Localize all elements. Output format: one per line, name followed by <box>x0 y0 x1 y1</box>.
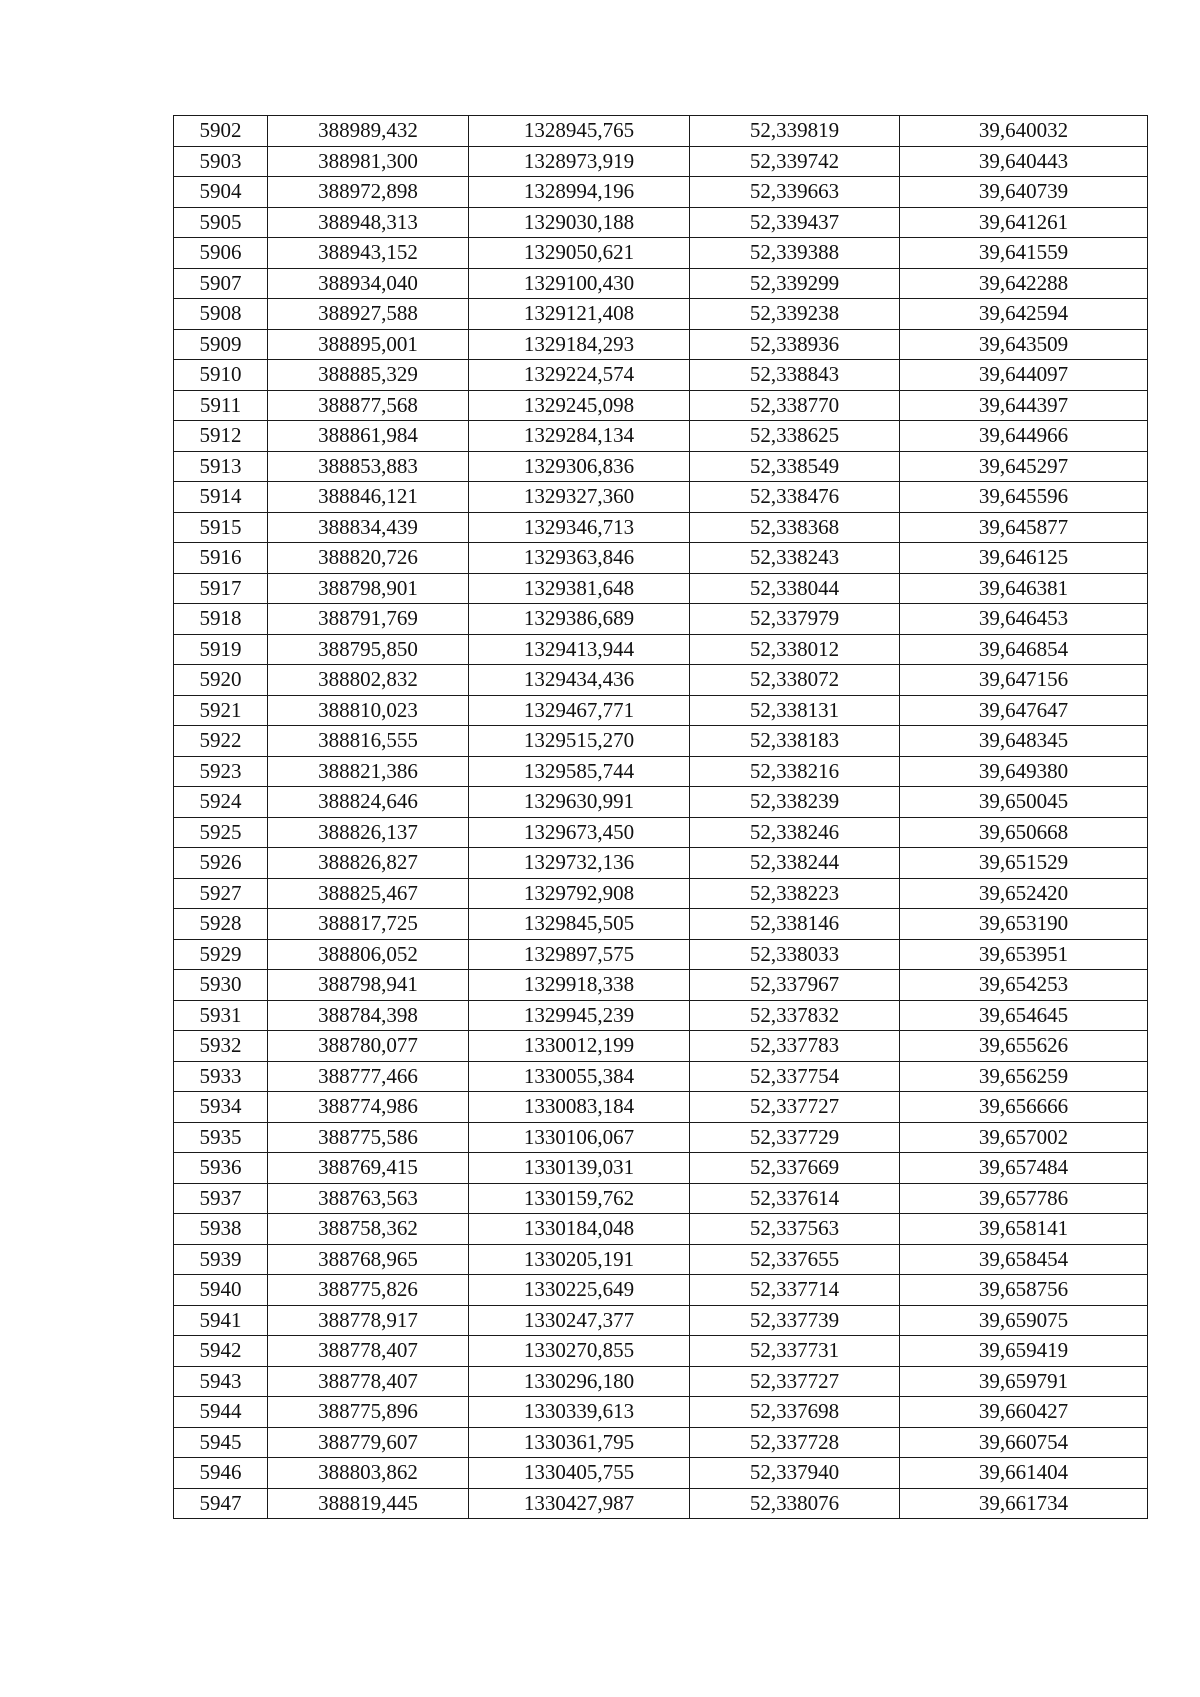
coordinate-y-cell: 1329434,436 <box>469 665 690 696</box>
longitude-cell: 39,653951 <box>900 939 1148 970</box>
table-row <box>174 909 1148 940</box>
coordinate-x-cell: 388798,901 <box>268 573 469 604</box>
latitude-cell: 52,338216 <box>690 756 900 787</box>
table-row <box>174 1458 1148 1489</box>
coordinate-y-cell: 1329100,430 <box>469 268 690 299</box>
latitude-cell: 52,338243 <box>690 543 900 574</box>
longitude-cell: 39,656259 <box>900 1061 1148 1092</box>
latitude-cell: 52,337727 <box>690 1366 900 1397</box>
coordinate-y-cell: 1329346,713 <box>469 512 690 543</box>
point-number-cell: 5927 <box>174 878 268 909</box>
coordinate-x-cell: 388821,386 <box>268 756 469 787</box>
point-number-cell: 5903 <box>174 146 268 177</box>
coordinate-x-cell: 388777,466 <box>268 1061 469 1092</box>
latitude-cell: 52,337669 <box>690 1153 900 1184</box>
longitude-cell: 39,657002 <box>900 1122 1148 1153</box>
table-row <box>174 1427 1148 1458</box>
coordinate-x-cell: 388826,137 <box>268 817 469 848</box>
table-row <box>174 1153 1148 1184</box>
point-number-cell: 5921 <box>174 695 268 726</box>
latitude-cell: 52,338183 <box>690 726 900 757</box>
latitude-cell: 52,338843 <box>690 360 900 391</box>
coordinate-y-cell: 1330247,377 <box>469 1305 690 1336</box>
latitude-cell: 52,338044 <box>690 573 900 604</box>
point-number-cell: 5928 <box>174 909 268 940</box>
coordinate-x-cell: 388934,040 <box>268 268 469 299</box>
latitude-cell: 52,338239 <box>690 787 900 818</box>
coordinate-x-cell: 388803,862 <box>268 1458 469 1489</box>
latitude-cell: 52,338936 <box>690 329 900 360</box>
coordinate-y-cell: 1329845,505 <box>469 909 690 940</box>
latitude-cell: 52,337731 <box>690 1336 900 1367</box>
latitude-cell: 52,337563 <box>690 1214 900 1245</box>
longitude-cell: 39,644397 <box>900 390 1148 421</box>
longitude-cell: 39,658141 <box>900 1214 1148 1245</box>
point-number-cell: 5912 <box>174 421 268 452</box>
table-row <box>174 299 1148 330</box>
longitude-cell: 39,654645 <box>900 1000 1148 1031</box>
longitude-cell: 39,640739 <box>900 177 1148 208</box>
table-row <box>174 543 1148 574</box>
table-row <box>174 1488 1148 1519</box>
latitude-cell: 52,339299 <box>690 268 900 299</box>
latitude-cell: 52,337967 <box>690 970 900 1001</box>
coordinate-y-cell: 1329184,293 <box>469 329 690 360</box>
point-number-cell: 5934 <box>174 1092 268 1123</box>
coordinate-y-cell: 1329030,188 <box>469 207 690 238</box>
longitude-cell: 39,640443 <box>900 146 1148 177</box>
point-number-cell: 5918 <box>174 604 268 635</box>
coordinate-x-cell: 388775,826 <box>268 1275 469 1306</box>
latitude-cell: 52,338246 <box>690 817 900 848</box>
latitude-cell: 52,338012 <box>690 634 900 665</box>
latitude-cell: 52,337655 <box>690 1244 900 1275</box>
coordinate-x-cell: 388948,313 <box>268 207 469 238</box>
point-number-cell: 5906 <box>174 238 268 269</box>
coordinate-x-cell: 388769,415 <box>268 1153 469 1184</box>
point-number-cell: 5939 <box>174 1244 268 1275</box>
table-row <box>174 634 1148 665</box>
coordinate-x-cell: 388846,121 <box>268 482 469 513</box>
coordinate-y-cell: 1329673,450 <box>469 817 690 848</box>
longitude-cell: 39,658756 <box>900 1275 1148 1306</box>
table-row <box>174 1244 1148 1275</box>
point-number-cell: 5937 <box>174 1183 268 1214</box>
table-row <box>174 1275 1148 1306</box>
longitude-cell: 39,648345 <box>900 726 1148 757</box>
latitude-cell: 52,337739 <box>690 1305 900 1336</box>
latitude-cell: 52,337728 <box>690 1427 900 1458</box>
point-number-cell: 5909 <box>174 329 268 360</box>
point-number-cell: 5947 <box>174 1488 268 1519</box>
point-number-cell: 5924 <box>174 787 268 818</box>
latitude-cell: 52,338076 <box>690 1488 900 1519</box>
latitude-cell: 52,338476 <box>690 482 900 513</box>
longitude-cell: 39,650045 <box>900 787 1148 818</box>
longitude-cell: 39,645297 <box>900 451 1148 482</box>
coordinate-y-cell: 1330296,180 <box>469 1366 690 1397</box>
point-number-cell: 5922 <box>174 726 268 757</box>
coordinate-y-cell: 1329467,771 <box>469 695 690 726</box>
coordinate-y-cell: 1329945,239 <box>469 1000 690 1031</box>
coordinate-y-cell: 1329121,408 <box>469 299 690 330</box>
table-row <box>174 939 1148 970</box>
coordinates-table <box>173 115 1148 1519</box>
coordinate-x-cell: 388810,023 <box>268 695 469 726</box>
coordinate-y-cell: 1330205,191 <box>469 1244 690 1275</box>
point-number-cell: 5946 <box>174 1458 268 1489</box>
longitude-cell: 39,647156 <box>900 665 1148 696</box>
longitude-cell: 39,660754 <box>900 1427 1148 1458</box>
longitude-cell: 39,646453 <box>900 604 1148 635</box>
coordinate-x-cell: 388825,467 <box>268 878 469 909</box>
coordinate-y-cell: 1329897,575 <box>469 939 690 970</box>
table-row <box>174 756 1148 787</box>
point-number-cell: 5938 <box>174 1214 268 1245</box>
coordinate-x-cell: 388817,725 <box>268 909 469 940</box>
coordinate-x-cell: 388778,407 <box>268 1336 469 1367</box>
coordinate-y-cell: 1329327,360 <box>469 482 690 513</box>
coordinate-y-cell: 1330159,762 <box>469 1183 690 1214</box>
coordinate-y-cell: 1330139,031 <box>469 1153 690 1184</box>
longitude-cell: 39,642594 <box>900 299 1148 330</box>
latitude-cell: 52,338549 <box>690 451 900 482</box>
coordinate-y-cell: 1329585,744 <box>469 756 690 787</box>
longitude-cell: 39,654253 <box>900 970 1148 1001</box>
coordinate-x-cell: 388768,965 <box>268 1244 469 1275</box>
coordinate-x-cell: 388774,986 <box>268 1092 469 1123</box>
table-row <box>174 116 1148 147</box>
table-row <box>174 390 1148 421</box>
coordinate-x-cell: 388795,850 <box>268 634 469 665</box>
longitude-cell: 39,658454 <box>900 1244 1148 1275</box>
coordinate-y-cell: 1329386,689 <box>469 604 690 635</box>
table-row <box>174 848 1148 879</box>
coordinate-y-cell: 1329792,908 <box>469 878 690 909</box>
point-number-cell: 5933 <box>174 1061 268 1092</box>
latitude-cell: 52,339388 <box>690 238 900 269</box>
coordinate-x-cell: 388834,439 <box>268 512 469 543</box>
coordinate-x-cell: 388895,001 <box>268 329 469 360</box>
longitude-cell: 39,661404 <box>900 1458 1148 1489</box>
table-row <box>174 1397 1148 1428</box>
point-number-cell: 5935 <box>174 1122 268 1153</box>
coordinate-x-cell: 388927,588 <box>268 299 469 330</box>
coordinate-y-cell: 1330055,384 <box>469 1061 690 1092</box>
table-row <box>174 268 1148 299</box>
longitude-cell: 39,650668 <box>900 817 1148 848</box>
longitude-cell: 39,649380 <box>900 756 1148 787</box>
table-row <box>174 451 1148 482</box>
longitude-cell: 39,659791 <box>900 1366 1148 1397</box>
longitude-cell: 39,659075 <box>900 1305 1148 1336</box>
coordinate-y-cell: 1329381,648 <box>469 573 690 604</box>
point-number-cell: 5926 <box>174 848 268 879</box>
table-row <box>174 1183 1148 1214</box>
longitude-cell: 39,646381 <box>900 573 1148 604</box>
point-number-cell: 5908 <box>174 299 268 330</box>
coordinate-x-cell: 388775,586 <box>268 1122 469 1153</box>
coordinates-table-body <box>174 116 1148 1519</box>
coordinate-x-cell: 388758,362 <box>268 1214 469 1245</box>
point-number-cell: 5945 <box>174 1427 268 1458</box>
latitude-cell: 52,339663 <box>690 177 900 208</box>
coordinate-y-cell: 1329918,338 <box>469 970 690 1001</box>
latitude-cell: 52,338131 <box>690 695 900 726</box>
table-row <box>174 482 1148 513</box>
coordinate-y-cell: 1330083,184 <box>469 1092 690 1123</box>
longitude-cell: 39,661734 <box>900 1488 1148 1519</box>
latitude-cell: 52,337832 <box>690 1000 900 1031</box>
longitude-cell: 39,660427 <box>900 1397 1148 1428</box>
point-number-cell: 5925 <box>174 817 268 848</box>
latitude-cell: 52,339238 <box>690 299 900 330</box>
longitude-cell: 39,656666 <box>900 1092 1148 1123</box>
point-number-cell: 5919 <box>174 634 268 665</box>
coordinate-x-cell: 388861,984 <box>268 421 469 452</box>
latitude-cell: 52,337729 <box>690 1122 900 1153</box>
table-row <box>174 817 1148 848</box>
point-number-cell: 5905 <box>174 207 268 238</box>
latitude-cell: 52,339742 <box>690 146 900 177</box>
point-number-cell: 5910 <box>174 360 268 391</box>
longitude-cell: 39,647647 <box>900 695 1148 726</box>
coordinate-x-cell: 388826,827 <box>268 848 469 879</box>
table-row <box>174 421 1148 452</box>
latitude-cell: 52,338146 <box>690 909 900 940</box>
table-row <box>174 787 1148 818</box>
latitude-cell: 52,338770 <box>690 390 900 421</box>
coordinate-x-cell: 388806,052 <box>268 939 469 970</box>
table-row <box>174 878 1148 909</box>
coordinate-y-cell: 1330361,795 <box>469 1427 690 1458</box>
latitude-cell: 52,339819 <box>690 116 900 147</box>
point-number-cell: 5930 <box>174 970 268 1001</box>
latitude-cell: 52,338033 <box>690 939 900 970</box>
latitude-cell: 52,337614 <box>690 1183 900 1214</box>
coordinate-y-cell: 1328945,765 <box>469 116 690 147</box>
coordinate-y-cell: 1330427,987 <box>469 1488 690 1519</box>
coordinate-x-cell: 388779,607 <box>268 1427 469 1458</box>
coordinate-x-cell: 388778,407 <box>268 1366 469 1397</box>
coordinate-y-cell: 1330012,199 <box>469 1031 690 1062</box>
table-row <box>174 177 1148 208</box>
coordinate-x-cell: 388791,769 <box>268 604 469 635</box>
coordinate-x-cell: 388798,941 <box>268 970 469 1001</box>
table-row <box>174 1000 1148 1031</box>
longitude-cell: 39,643509 <box>900 329 1148 360</box>
table-row <box>174 512 1148 543</box>
table-row <box>174 970 1148 1001</box>
longitude-cell: 39,641559 <box>900 238 1148 269</box>
coordinate-y-cell: 1330225,649 <box>469 1275 690 1306</box>
coordinate-y-cell: 1330106,067 <box>469 1122 690 1153</box>
latitude-cell: 52,337940 <box>690 1458 900 1489</box>
table-row <box>174 207 1148 238</box>
table-row <box>174 604 1148 635</box>
coordinate-y-cell: 1330184,048 <box>469 1214 690 1245</box>
point-number-cell: 5941 <box>174 1305 268 1336</box>
longitude-cell: 39,644966 <box>900 421 1148 452</box>
latitude-cell: 52,337698 <box>690 1397 900 1428</box>
coordinate-x-cell: 388775,896 <box>268 1397 469 1428</box>
latitude-cell: 52,337783 <box>690 1031 900 1062</box>
table-row <box>174 573 1148 604</box>
coordinate-y-cell: 1329732,136 <box>469 848 690 879</box>
latitude-cell: 52,337714 <box>690 1275 900 1306</box>
coordinate-y-cell: 1329050,621 <box>469 238 690 269</box>
point-number-cell: 5920 <box>174 665 268 696</box>
point-number-cell: 5942 <box>174 1336 268 1367</box>
coordinate-x-cell: 388981,300 <box>268 146 469 177</box>
table-row <box>174 1336 1148 1367</box>
longitude-cell: 39,646125 <box>900 543 1148 574</box>
point-number-cell: 5914 <box>174 482 268 513</box>
longitude-cell: 39,641261 <box>900 207 1148 238</box>
table-row <box>174 1122 1148 1153</box>
point-number-cell: 5923 <box>174 756 268 787</box>
coordinate-y-cell: 1329413,944 <box>469 634 690 665</box>
latitude-cell: 52,338072 <box>690 665 900 696</box>
coordinate-x-cell: 388778,917 <box>268 1305 469 1336</box>
point-number-cell: 5929 <box>174 939 268 970</box>
coordinate-y-cell: 1328994,196 <box>469 177 690 208</box>
table-row <box>174 146 1148 177</box>
point-number-cell: 5917 <box>174 573 268 604</box>
longitude-cell: 39,657484 <box>900 1153 1148 1184</box>
point-number-cell: 5913 <box>174 451 268 482</box>
point-number-cell: 5915 <box>174 512 268 543</box>
coordinate-x-cell: 388780,077 <box>268 1031 469 1062</box>
coordinate-y-cell: 1329363,846 <box>469 543 690 574</box>
longitude-cell: 39,642288 <box>900 268 1148 299</box>
coordinate-x-cell: 388972,898 <box>268 177 469 208</box>
coordinate-x-cell: 388819,445 <box>268 1488 469 1519</box>
table-row <box>174 695 1148 726</box>
latitude-cell: 52,337754 <box>690 1061 900 1092</box>
table-row <box>174 1366 1148 1397</box>
longitude-cell: 39,652420 <box>900 878 1148 909</box>
latitude-cell: 52,338244 <box>690 848 900 879</box>
point-number-cell: 5907 <box>174 268 268 299</box>
table-row <box>174 329 1148 360</box>
coordinate-x-cell: 388820,726 <box>268 543 469 574</box>
longitude-cell: 39,645596 <box>900 482 1148 513</box>
point-number-cell: 5932 <box>174 1031 268 1062</box>
point-number-cell: 5936 <box>174 1153 268 1184</box>
coordinate-y-cell: 1329515,270 <box>469 726 690 757</box>
latitude-cell: 52,338368 <box>690 512 900 543</box>
longitude-cell: 39,653190 <box>900 909 1148 940</box>
point-number-cell: 5931 <box>174 1000 268 1031</box>
point-number-cell: 5916 <box>174 543 268 574</box>
table-row <box>174 1214 1148 1245</box>
coordinate-y-cell: 1329224,574 <box>469 360 690 391</box>
coordinate-x-cell: 388877,568 <box>268 390 469 421</box>
coordinate-x-cell: 388784,398 <box>268 1000 469 1031</box>
latitude-cell: 52,337979 <box>690 604 900 635</box>
coordinate-y-cell: 1330405,755 <box>469 1458 690 1489</box>
longitude-cell: 39,640032 <box>900 116 1148 147</box>
coordinate-x-cell: 388853,883 <box>268 451 469 482</box>
point-number-cell: 5902 <box>174 116 268 147</box>
point-number-cell: 5904 <box>174 177 268 208</box>
table-row <box>174 1031 1148 1062</box>
table-row <box>174 1092 1148 1123</box>
longitude-cell: 39,646854 <box>900 634 1148 665</box>
table-row <box>174 1061 1148 1092</box>
point-number-cell: 5940 <box>174 1275 268 1306</box>
point-number-cell: 5943 <box>174 1366 268 1397</box>
coordinate-x-cell: 388763,563 <box>268 1183 469 1214</box>
coordinate-x-cell: 388802,832 <box>268 665 469 696</box>
coordinate-y-cell: 1330339,613 <box>469 1397 690 1428</box>
longitude-cell: 39,657786 <box>900 1183 1148 1214</box>
point-number-cell: 5911 <box>174 390 268 421</box>
table-row <box>174 665 1148 696</box>
longitude-cell: 39,644097 <box>900 360 1148 391</box>
coordinate-y-cell: 1329245,098 <box>469 390 690 421</box>
latitude-cell: 52,338223 <box>690 878 900 909</box>
longitude-cell: 39,651529 <box>900 848 1148 879</box>
coordinate-y-cell: 1328973,919 <box>469 146 690 177</box>
table-row <box>174 726 1148 757</box>
coordinate-x-cell: 388816,555 <box>268 726 469 757</box>
table-row <box>174 238 1148 269</box>
longitude-cell: 39,655626 <box>900 1031 1148 1062</box>
longitude-cell: 39,645877 <box>900 512 1148 543</box>
coordinate-y-cell: 1329284,134 <box>469 421 690 452</box>
coordinate-x-cell: 388885,329 <box>268 360 469 391</box>
latitude-cell: 52,337727 <box>690 1092 900 1123</box>
latitude-cell: 52,338625 <box>690 421 900 452</box>
table-row <box>174 1305 1148 1336</box>
coordinate-y-cell: 1329630,991 <box>469 787 690 818</box>
coordinate-y-cell: 1329306,836 <box>469 451 690 482</box>
coordinate-x-cell: 388824,646 <box>268 787 469 818</box>
coordinate-x-cell: 388943,152 <box>268 238 469 269</box>
coordinate-y-cell: 1330270,855 <box>469 1336 690 1367</box>
point-number-cell: 5944 <box>174 1397 268 1428</box>
table-row <box>174 360 1148 391</box>
latitude-cell: 52,339437 <box>690 207 900 238</box>
coordinate-x-cell: 388989,432 <box>268 116 469 147</box>
longitude-cell: 39,659419 <box>900 1336 1148 1367</box>
